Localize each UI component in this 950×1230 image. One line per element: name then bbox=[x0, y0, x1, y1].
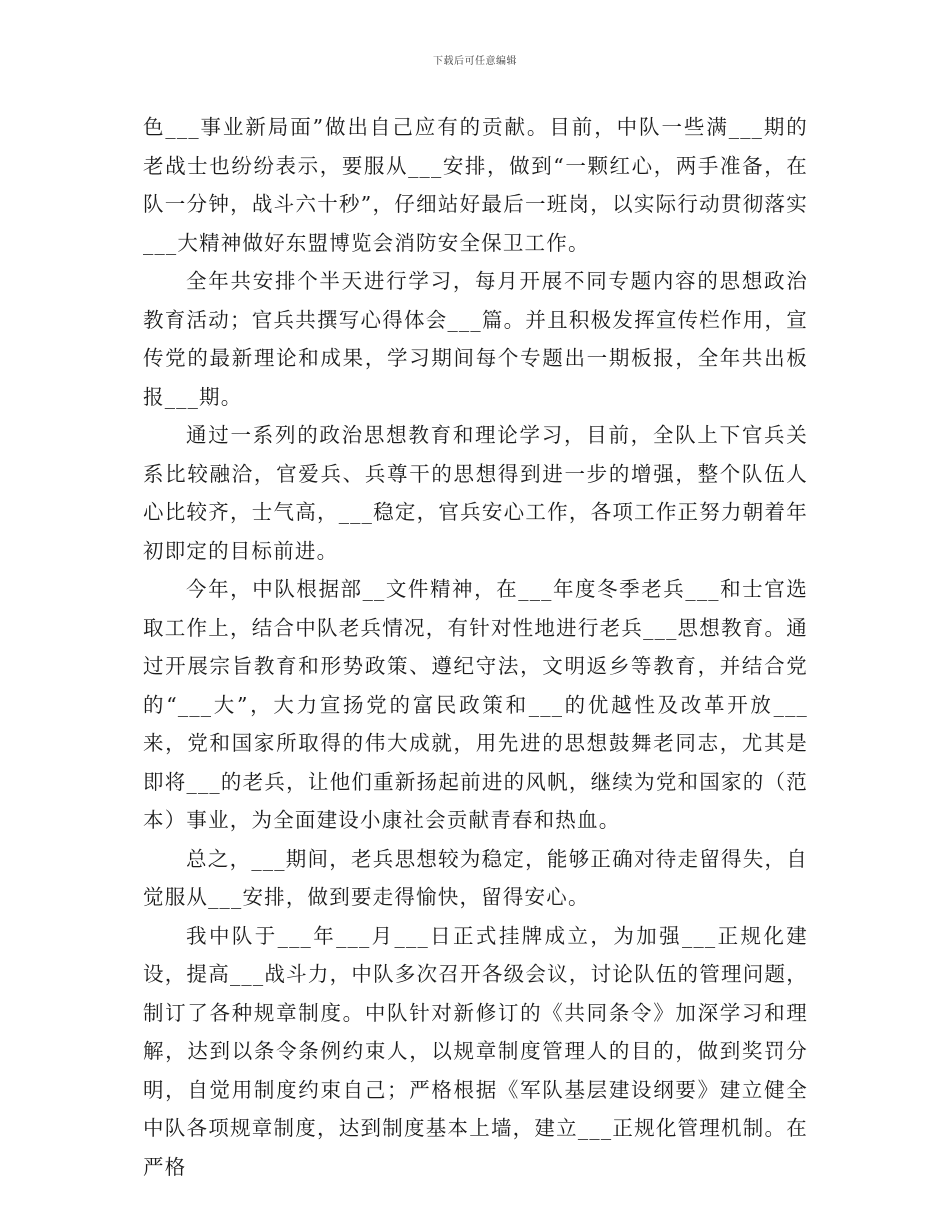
paragraph-continuation: 色___事业新局面”做出自己应有的贡献。目前，中队一些满___期的老战士也纷纷表示，要服从___安排，做到“一颗红心，两手准备，在队一分钟，战斗六十秒”，仔细站好最后一班岗，以实际行动贯彻落实___大精神做好东盟博览会消防安全保卫工作。 bbox=[143, 115, 808, 255]
paragraph-study-schedule: 全年共安排个半天进行学习，每月开展不同专题内容的思想政治教育活动；官兵共撰写心得体会___篇。并且积极发挥宣传栏作用，宣传党的最新理论和成果，学习期间每个专题出一期板报，全年共出板报___期。 bbox=[143, 269, 808, 409]
page-header: 下载后可任意编辑 bbox=[433, 56, 517, 67]
paragraph-summary: 总之，___期间，老兵思想较为稳定，能够正确对待走留得失，自觉服从___安排，做到要走得愉快，留得安心。 bbox=[143, 846, 808, 909]
paragraph-education-results: 通过一系列的政治思想教育和理论学习，目前，全队上下官兵关系比较融洽，官爱兵、兵尊干的思想得到进一步的增强，整个队伍人心比较齐，士气高，___稳定，官兵安心工作，各项工作正努力朝着年初即定的目标前进。 bbox=[143, 423, 808, 563]
paragraph-veteran-education: 今年，中队根据部__文件精神，在___年度冬季老兵___和士官选取工作上，结合中队老兵情况，有针对性地进行老兵___思想教育。通过开展宗旨教育和形势政策、遵纪守法，文明返乡等教育，并结合党的“___大”，大力宣扬党的富民政策和___的优越性及改革开放___来，党和国家所取得的伟大成就，用先进的思想鼓舞老同志，尤其是即将___的老兵，让他们重新扬起前进的风帆，继续为党和国家的（范本）事业，为全面建设小康社会贡献青春和热血。 bbox=[143, 577, 808, 832]
paragraph-regulations: 我中队于___年___月___日正式挂牌成立，为加强___正规化建设，提高___战斗力，中队多次召开各级会议，讨论队伍的管理问题，制订了各种规章制度。中队针对新修订的《共同条令》加深学习和理解，达到以条令条例约束人，以规章制度管理人的目的，做到奖罚分明，自觉用制度约束自己；严格根据《军队基层建设纲要》建立健全中队各项规章制度，达到制度基本上墙，建立___正规化管理机制。在严格 bbox=[143, 923, 808, 1179]
document-body bbox=[143, 108, 808, 1186]
